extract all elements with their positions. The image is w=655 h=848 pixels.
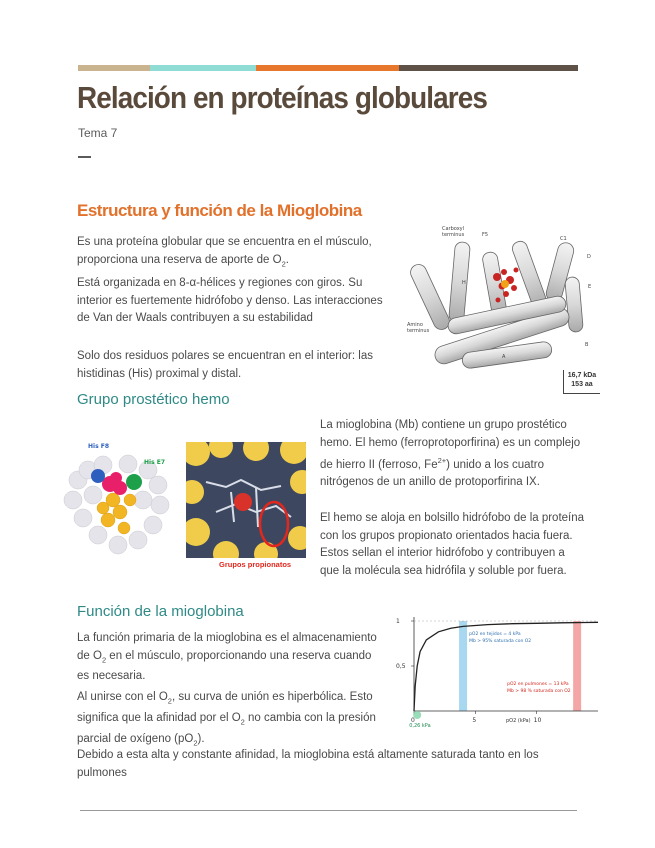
annotation-marker [413, 711, 421, 719]
figure-caption-propionatos: Grupos propionatos [219, 560, 292, 569]
color-bar-segment [150, 65, 256, 71]
y-tick-label: 1 [396, 618, 400, 625]
heme-propionate-closeup-icon [186, 442, 306, 558]
x-tick-label: 0 [411, 717, 415, 724]
myoglobin-ribbon-structure-icon [402, 222, 602, 392]
label-his-f8: His F8 [88, 443, 110, 450]
label-amino-terminus: terminus [407, 328, 430, 334]
label-h: H [462, 280, 466, 286]
binding-curve-chart [372, 607, 604, 737]
x-axis-label: pO2 (kPa) [506, 718, 531, 724]
mass-label: 16,7 kDa [567, 372, 597, 379]
y-tick-label: 0,5 [396, 663, 406, 670]
saturation-band-2 [573, 621, 581, 711]
paragraph-structure: Está organizada en 8-α-hélices y regiones con giros. Su interior es fuertemente hidrófobo y denso. Las interacciones de Van der Waals contribuyen a su estabilidad [77, 277, 383, 324]
label-his-e7: His E7 [144, 459, 166, 466]
myoglobin-structure-figure [402, 222, 602, 392]
color-bar-segment [256, 65, 399, 71]
label-b: B [585, 342, 589, 348]
paragraph-saturation: Debido a esta alta y constante afinidad, la mioglobina está altamente saturada tanto en los pulmones [77, 749, 539, 779]
paragraph-hemo-group: La mioglobina (Mb) contiene un grupo prostético hemo. El hemo (ferroprotoporfirina) es un complejo de hierro II (ferroso, $Fe^{2+}$) unido a los cuatro nitrógenos de un anillo de protoporfirina IX. [320, 419, 581, 489]
color-bar-segment [399, 65, 578, 71]
section-heading-hemo: Grupo prostético hemo [77, 391, 230, 408]
page-title: Relación en proteínas globulares [77, 80, 487, 115]
paragraph-hemo-pocket: El hemo se aloja en bolsillo hidrófobo de la proteína con los grupos propionato orientados hacia fuera. Estos sellan el interior hidrófobo y contribuyen a que la molécula sea hidrófila y soluble por fuera. [320, 512, 585, 577]
x-tick-label: 5 [472, 717, 477, 724]
label-a: A [502, 354, 506, 360]
residues-label: 153 aa [571, 381, 593, 388]
section-heading-estructura: Estructura y función de la Mioglobina [77, 201, 362, 220]
molecular-mass-box [563, 370, 600, 394]
annotation-text: Mb > 98 % saturada con O2 [507, 689, 571, 694]
paragraph-intro: Es una proteína globular que se encuentra en el músculo, proporciona una reserva de aporte de $O_2$. [77, 236, 372, 268]
section-heading-funcion: Función de la mioglobina [77, 603, 244, 620]
label-d: D [587, 254, 591, 260]
annotation-text: pO2 en pulmones = 13 kPa [507, 682, 569, 687]
label-terminus: terminus [442, 232, 465, 238]
page-subtitle: Tema 7 [78, 126, 118, 140]
heme-pocket-figure [58, 440, 173, 560]
saturation-band-1 [459, 621, 467, 711]
annotation-text: 0,26 kPa [409, 723, 431, 729]
title-dash-divider [78, 156, 91, 158]
heme-pocket-spacefill-icon [58, 440, 173, 560]
label-f5: F5 [482, 232, 489, 238]
binding-curve-svg [372, 607, 604, 737]
color-bar-segment [78, 65, 150, 71]
paragraph-function: La función primaria de la mioglobina es el almacenamiento de $O_2$ en el músculo, proporcionando una reserva cuando es necesaria. [77, 632, 377, 683]
footer-divider [80, 810, 577, 811]
annotation-text: Mb > 95% saturada con O2 [469, 639, 532, 644]
heme-closeup-figure [186, 442, 306, 558]
paragraph-polar-residues: Solo dos residuos polares se encuentran en el interior: las histidinas (His) proximal y distal. [77, 350, 373, 380]
annotation-text: pO2 en tejidos = 4 kPa [469, 632, 521, 637]
paragraph-binding-curve: Al unirse con el $O_2$, su curva de unión es hiperbólica. Esto significa que la afinidad por el $O_2$ no cambia con la presión parcial de oxígeno $(pO_2)$. [77, 691, 376, 747]
header-color-bar [78, 65, 578, 71]
label-amino: Amino [407, 322, 423, 328]
label-e: E [588, 284, 592, 290]
x-tick-label: 10 [533, 717, 542, 724]
label-c1: C1 [560, 236, 567, 242]
label-carboxyl: Carboxyl [442, 226, 464, 232]
